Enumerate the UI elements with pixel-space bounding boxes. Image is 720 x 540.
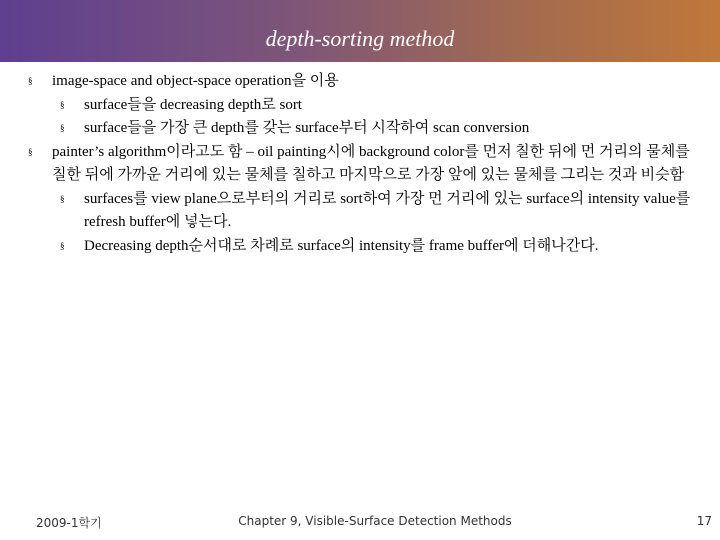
bullet-marker-icon: §: [28, 76, 33, 86]
bullet-text: image-space and object-space operation을 이용: [52, 73, 339, 89]
bullet-item-4: [28, 141, 698, 188]
bullet-marker-icon: §: [60, 193, 65, 204]
bullet-text: surfaces를 view plane으로부터의 거리로 sort하여 가장 먼 거리에 있는 surface의 intensity value를 refresh buffer에 넣는다.: [84, 190, 691, 230]
bullet-marker-icon: §: [60, 99, 65, 110]
footer-semester: 2009-1학기: [36, 516, 102, 530]
slide-body: [28, 70, 698, 258]
bullet-marker-icon: §: [60, 123, 65, 133]
page-number: 17: [696, 514, 712, 528]
bullet-text: surface들을 decreasing depth로 sort: [84, 96, 302, 113]
bullet-text: painter’s algorithm이라고도 함 – oil painting시에 background color를 먼저 칠한 뒤에 먼 거리의 물체를 칠한 뒤에 가까운 거리에 있는 물체를 칠하고 마지막으로 가장 앞에 있는 물체를 그리는 것과 비슷함: [52, 143, 690, 183]
bullet-marker-icon: §: [60, 240, 65, 251]
bullet-item-2: [28, 94, 698, 118]
bullet-marker-icon: §: [28, 146, 33, 157]
bullet-item-5: [28, 188, 698, 235]
bullet-text: surface들을 가장 큰 depth를 갖는 surface부터 시작하여 scan conversion: [84, 120, 530, 136]
bullet-item-6: [28, 235, 698, 259]
footer-chapter-title: Chapter 9, Visible-Surface Detection Methods: [238, 514, 512, 528]
bullet-text: Decreasing depth순서대로 차례로 surface의 intensity를 frame buffer에 더해나간다.: [84, 237, 599, 254]
bullet-item-3: [28, 117, 698, 141]
bullet-item-1: [28, 70, 698, 94]
title-bar: [0, 0, 720, 62]
slide-title: depth-sorting method: [265, 26, 455, 51]
